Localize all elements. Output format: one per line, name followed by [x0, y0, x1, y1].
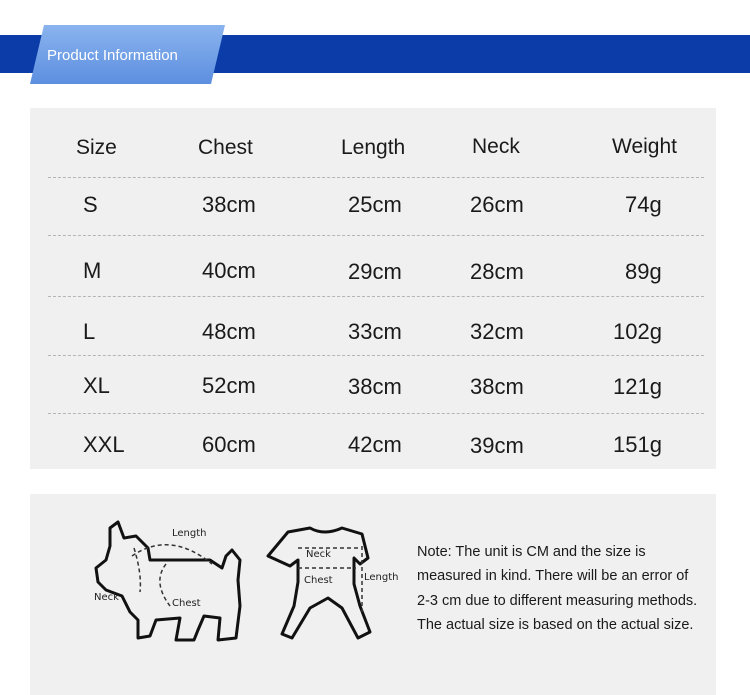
weight-cell: 102g	[613, 319, 662, 344]
note-line: The actual size is based on the actual size.	[417, 617, 694, 633]
length-cell: 33cm	[348, 319, 402, 344]
length-cell: 38cm	[348, 374, 402, 399]
chest-cell: 48cm	[202, 319, 256, 344]
column-header-neck: Neck	[472, 135, 520, 158]
garment-chest-label: Chest	[304, 575, 333, 586]
weight-cell: 121g	[613, 374, 662, 399]
weight-cell: 89g	[625, 259, 662, 284]
dog-measurement-diagram	[90, 520, 248, 648]
size-cell: L	[83, 319, 96, 344]
measurement-info-panel	[30, 494, 716, 695]
garment-measurement-diagram	[264, 526, 404, 644]
neck-cell: 28cm	[470, 259, 524, 284]
dog-length-label: Length	[172, 528, 207, 539]
column-header-weight: Weight	[612, 135, 677, 158]
chest-cell: 38cm	[202, 192, 256, 217]
garment-length-label: Length	[364, 572, 399, 583]
row-divider	[48, 235, 704, 236]
chest-measure-line	[160, 564, 170, 606]
weight-cell: 74g	[625, 192, 662, 217]
note-line: Note: The unit is CM and the size is	[417, 544, 646, 560]
column-header-chest: Chest	[198, 136, 253, 159]
neck-cell: 38cm	[470, 374, 524, 399]
column-header-length: Length	[341, 136, 406, 159]
dog-neck-label: Neck	[94, 592, 119, 603]
note-line: 2-3 cm due to different measuring methods.	[417, 593, 698, 609]
length-cell: 25cm	[348, 192, 402, 217]
neck-cell: 26cm	[470, 192, 524, 217]
chest-cell: 52cm	[202, 373, 256, 398]
size-cell: M	[83, 258, 102, 283]
tab-label: Product Information	[47, 47, 178, 64]
size-cell: XXL	[83, 432, 125, 457]
weight-cell: 151g	[613, 432, 662, 457]
row-divider	[48, 177, 704, 178]
row-divider	[48, 413, 704, 414]
neck-cell: 32cm	[470, 319, 524, 344]
chest-cell: 40cm	[202, 258, 256, 283]
row-divider	[48, 355, 704, 356]
dog-outline-icon	[96, 522, 240, 640]
note-line: measured in kind. There will be an error of	[417, 568, 689, 584]
dog-chest-label: Chest	[172, 598, 201, 609]
length-cell: 29cm	[348, 259, 402, 284]
length-cell: 42cm	[348, 432, 402, 457]
chest-cell: 60cm	[202, 432, 256, 457]
size-table	[30, 108, 716, 469]
column-header-size: Size	[76, 136, 117, 159]
size-cell: XL	[83, 373, 110, 398]
garment-neck-label: Neck	[306, 549, 331, 560]
size-cell: S	[83, 192, 98, 217]
row-divider	[48, 296, 704, 297]
neck-cell: 39cm	[470, 433, 524, 458]
